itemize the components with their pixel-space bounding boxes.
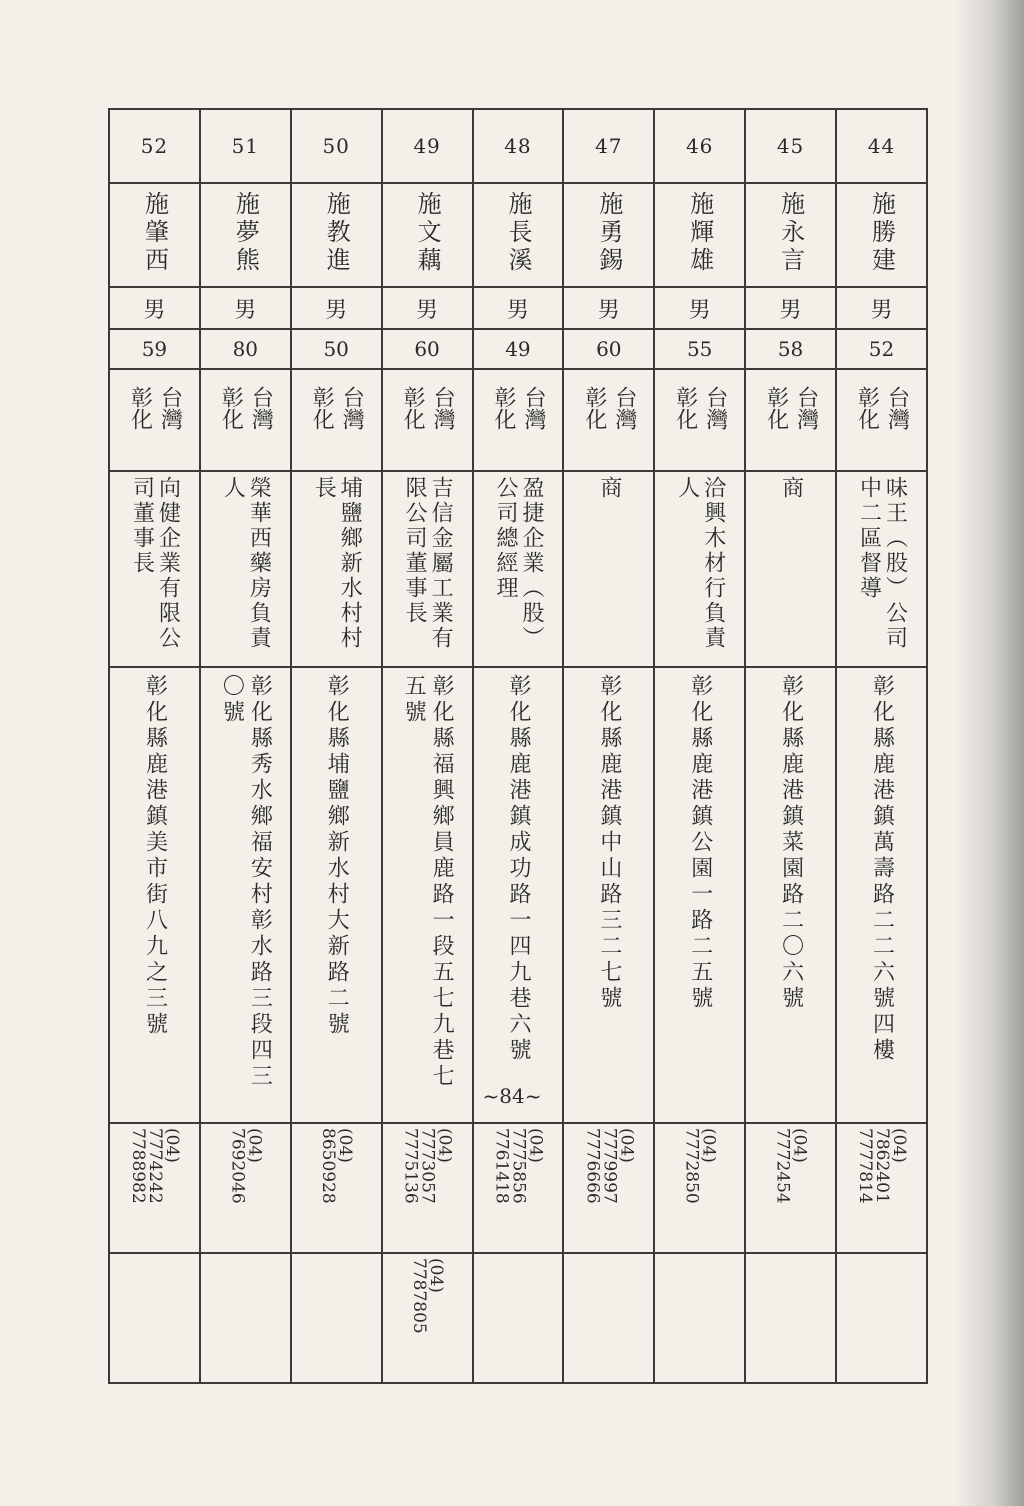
member-phone: (04) 7772850 (681, 1128, 719, 1204)
record-number: 52 (109, 109, 200, 183)
member-name: 施夢熊 (231, 191, 260, 275)
row-number (109, 109, 927, 183)
member-gender: 男 (745, 287, 836, 329)
member-phone: (04) 8650928 (318, 1128, 356, 1204)
member-title: 榮華西藥房負責人 (220, 476, 272, 651)
member-address: 彰化縣鹿港鎮中山路三二七號 (596, 674, 622, 1012)
member-origin: 台灣 彰化 (400, 386, 456, 430)
member-phone: (04) 7779997 7776666 (582, 1128, 637, 1204)
member-gender: 男 (473, 287, 564, 329)
record-number: 47 (563, 109, 654, 183)
member-name: 施輝雄 (685, 191, 714, 275)
member-name: 施教進 (322, 191, 351, 275)
record-number: 49 (382, 109, 473, 183)
member-gender: 男 (836, 287, 927, 329)
member-title: 向健企業有限公司董事長 (129, 476, 181, 651)
member-title: 味王（股）公司中二區督導 (856, 476, 908, 651)
member-phone: (04) 7775856 7761418 (491, 1128, 546, 1204)
member-roster-table (108, 108, 928, 1384)
member-address: 彰化縣埔鹽鄉新水村大新路二號 (324, 674, 350, 1038)
member-origin: 台灣 彰化 (127, 386, 183, 430)
member-phone: (04) 7772454 (772, 1128, 810, 1204)
member-age: 59 (109, 329, 200, 369)
member-origin: 台灣 彰化 (218, 386, 274, 430)
member-origin: 台灣 彰化 (672, 386, 728, 430)
member-title: 吉信金屬工業有限公司董事長 (402, 476, 454, 651)
page-number: ~84~ (482, 1084, 542, 1108)
record-number: 48 (473, 109, 564, 183)
member-origin: 台灣 彰化 (854, 386, 910, 430)
member-age: 60 (382, 329, 473, 369)
member-title: 洽興木材行負責人 (674, 476, 726, 651)
member-origin: 台灣 彰化 (581, 386, 637, 430)
member-phone: (04) 7773057 7775136 (400, 1128, 455, 1204)
member-age: 55 (654, 329, 745, 369)
member-address: 彰化縣鹿港鎮菜園路二〇六號 (778, 674, 804, 1012)
member-title: 商 (778, 476, 804, 501)
row-title (109, 471, 927, 667)
member-age: 52 (836, 329, 927, 369)
row-phone (109, 1123, 927, 1253)
member-origin: 台灣 彰化 (490, 386, 546, 430)
member-gender: 男 (654, 287, 745, 329)
row-origin (109, 369, 927, 471)
member-origin: 台灣 彰化 (763, 386, 819, 430)
record-number: 46 (654, 109, 745, 183)
member-phone: (04) 7774242 7788982 (127, 1128, 182, 1204)
row-phone-secondary (109, 1253, 927, 1383)
member-name: 施永言 (776, 191, 805, 275)
member-phone-secondary: (04) 7787805 (409, 1258, 447, 1334)
member-name: 施肇西 (140, 191, 169, 275)
member-title: 埔鹽鄉新水村村長 (311, 476, 363, 651)
member-address: 彰化縣鹿港鎮公園一路二五號 (687, 674, 713, 1012)
member-address: 彰化縣鹿港鎮美市街八九之三號 (142, 674, 168, 1038)
member-origin: 台灣 彰化 (309, 386, 365, 430)
record-number: 50 (291, 109, 382, 183)
member-age: 58 (745, 329, 836, 369)
row-gender (109, 287, 927, 329)
member-name: 施勇錫 (594, 191, 623, 275)
member-age: 60 (563, 329, 654, 369)
page-edge-shadow (954, 0, 1024, 1506)
row-name (109, 183, 927, 287)
row-address (109, 667, 927, 1123)
member-name: 施長溪 (503, 191, 532, 275)
member-address: 彰化縣秀水鄉福安村彰水路三段四三〇號 (219, 674, 273, 1090)
member-address: 彰化縣福興鄉員鹿路一段五七九巷七五號 (401, 674, 455, 1090)
member-address: 彰化縣鹿港鎮萬壽路二二六號四樓 (869, 674, 895, 1064)
member-address: 彰化縣鹿港鎮成功路一四九巷六號 (505, 674, 531, 1064)
member-name: 施勝建 (867, 191, 896, 275)
record-number: 51 (200, 109, 291, 183)
member-gender: 男 (109, 287, 200, 329)
member-gender: 男 (382, 287, 473, 329)
member-phone: (04) 7862401 7777814 (855, 1128, 909, 1204)
member-age: 50 (291, 329, 382, 369)
member-age: 80 (200, 329, 291, 369)
member-gender: 男 (291, 287, 382, 329)
member-name: 施文藕 (413, 191, 442, 275)
member-title: 商 (596, 476, 622, 501)
record-number: 45 (745, 109, 836, 183)
member-gender: 男 (200, 287, 291, 329)
member-age: 49 (473, 329, 564, 369)
member-phone: (04) 7692046 (227, 1128, 265, 1204)
member-title: 盈捷企業（股）公司總經理 (492, 476, 544, 651)
record-number: 44 (836, 109, 927, 183)
row-age (109, 329, 927, 369)
member-gender: 男 (563, 287, 654, 329)
